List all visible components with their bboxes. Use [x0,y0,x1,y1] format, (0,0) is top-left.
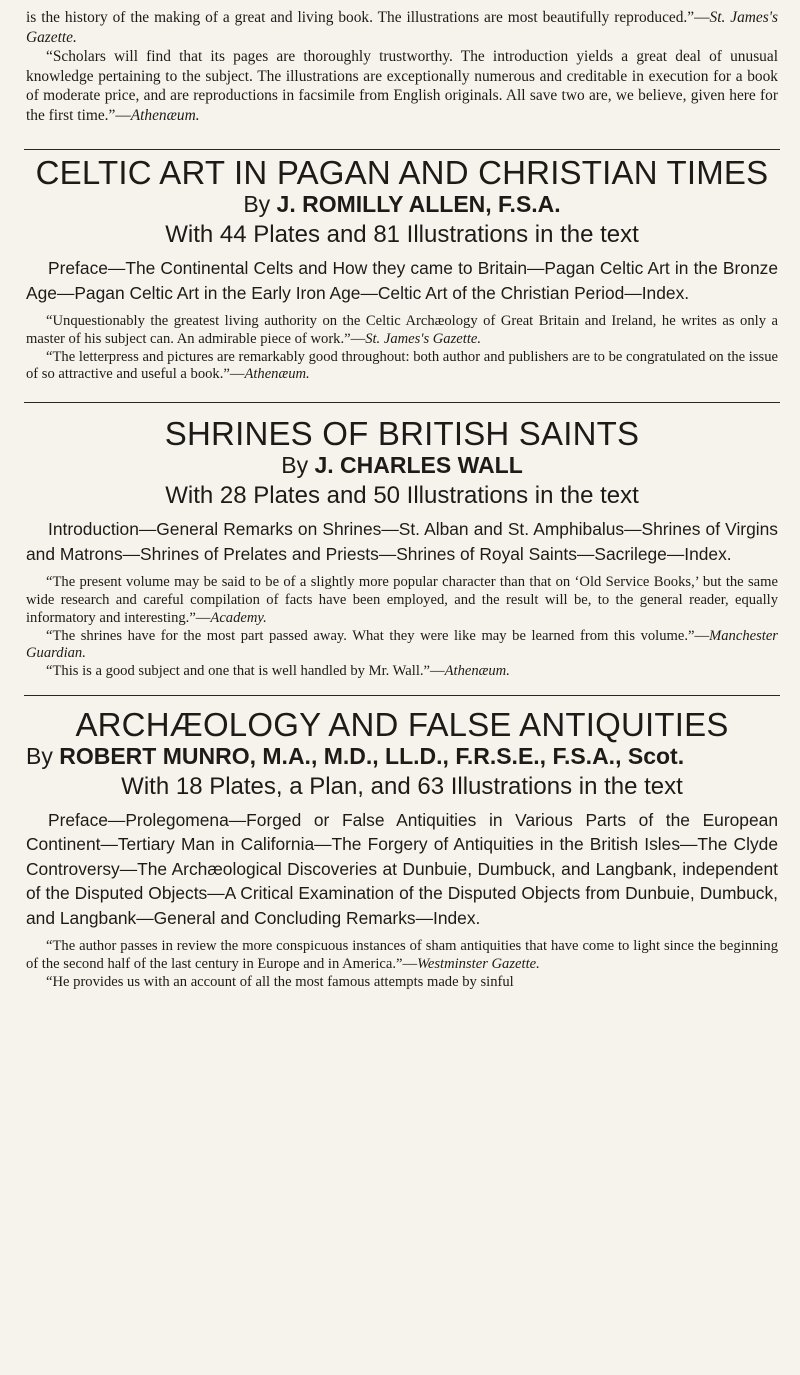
review [26,974,778,992]
author-by: By [243,191,271,217]
intro-review-2-source: Athenæum. [130,106,200,124]
intro-review-source: St. James's Gazette. [26,9,778,46]
book-contents: Preface—The Continental Celts and How they came to Britain—Pagan Celtic Art in the Bronze Age—Pagan Celtic Art in the Early Iron Age—Celtic Art of the Christian Period—Index. [26,258,778,303]
review [26,574,778,627]
author-name: J. CHARLES WALL [314,452,523,479]
review-text: “The present volume may be said to be of a slightly more popular character than that on ‘Old Service Books,’ but the same wide research and careful compilation of facts have been employed, and the result will be, to the general reader, equally informatory and interesting.”— [26,574,778,626]
intro-review-text: is the history of the making of a great and living book. The illustrations are most beautifully reproduced.”— [26,9,710,26]
review-text: “The letterpress and pictures are remarkably good throughout: both author and publishers are to be congratulated on the issue of so attractive and useful a book.”— [26,348,778,383]
intro-review-2-text: “Scholars will find that its pages are thoroughly trustworthy. The introduction yields a great deal of unusual knowledge pertaining to the subject. The illustrations are exceptionally numerous and creditable in execution for a book of moderate price, and are reproductions in facsimile from English originals. All save two are, we believe, given here for the first time.”— [26,48,778,124]
book-title: ARCHÆOLOGY AND FALSE ANTIQUITIES [75,705,729,743]
review-source: Westminster Gazette. [417,956,540,973]
review-text: “The shrines have for the most part passed away. What they were like may be learned from this volume.”— [46,627,710,644]
author-by: By [26,742,53,769]
review-text: “This is a good subject and one that is well handled by Mr. Wall.”— [46,663,445,680]
intro-review [26,8,778,47]
book-author [26,743,778,770]
review [26,349,778,385]
book-reviews [26,574,778,681]
author-name: ROBERT MUNRO, M.A., M.D., LL.D., F.R.S.E., F.S.A., Scot. [59,742,685,769]
review [26,663,778,681]
intro-review-2 [26,47,778,125]
book-title: CELTIC ART IN PAGAN AND CHRISTIAN TIMES [35,154,769,191]
review-text: “Unquestionably the greatest living authority on the Celtic Archæology of Great Britain and Ireland, he writes as only a master of his subject can. An admirable piece of work.”— [26,313,778,347]
book-plates: With 28 Plates and 50 Illustrations in the text [165,482,639,510]
book-archaeology [26,706,778,992]
book-plates: With 18 Plates, a Plan, and 63 Illustrations in the text [121,772,683,800]
book-contents: Preface—Prolegomena—Forged or False Antiquities in Various Parts of the European Continent—Tertiary Man in California—The Forgery of Antiquities in the British Isles—The Clyde Controversy—The Archæological Discoveries at Dunbuie, Dumbuck, and Langbank, independent of the Disputed Objects—A Critical Examination of the Disputed Objects from Dunbuie, Dumbuck, and Langbank—General and Concluding Remarks—Index. [26,809,778,928]
review-source: Academy. [210,609,267,626]
book-celtic-art [26,154,778,384]
review [26,938,778,974]
intro-continuation [26,8,778,125]
book-author [26,452,778,479]
review-text: “He provides us with an account of all the most famous attempts made by sinful [46,974,514,991]
review-source: Manchester Guardian. [26,627,778,662]
book-author [26,191,778,218]
book-plates: With 44 Plates and 81 Illustrations in the text [165,221,639,248]
review-source: St. James's Gazette. [365,330,481,347]
author-name: J. ROMILLY ALLEN, F.S.A. [276,191,561,217]
book-reviews [26,938,778,991]
book-contents: Introduction—General Remarks on Shrines—St. Alban and St. Amphibalus—Shrines of Virgins and Matrons—Shrines of Prelates and Priests—Shrines of Royal Saints—Sacrilege—Index. [26,519,778,564]
review [26,628,778,664]
author-by: By [281,452,309,479]
review-source: Athenæum. [444,663,510,680]
review-source: Athenæum. [244,366,310,383]
review [26,313,778,349]
review-text: “The author passes in review the more conspicuous instances of sham antiquities that have come to light since the beginning of the second half of the last century in Europe and in America.”— [26,938,778,973]
book-title: SHRINES OF BRITISH SAINTS [164,415,640,453]
book-shrines [26,415,778,681]
book-reviews [26,313,778,384]
